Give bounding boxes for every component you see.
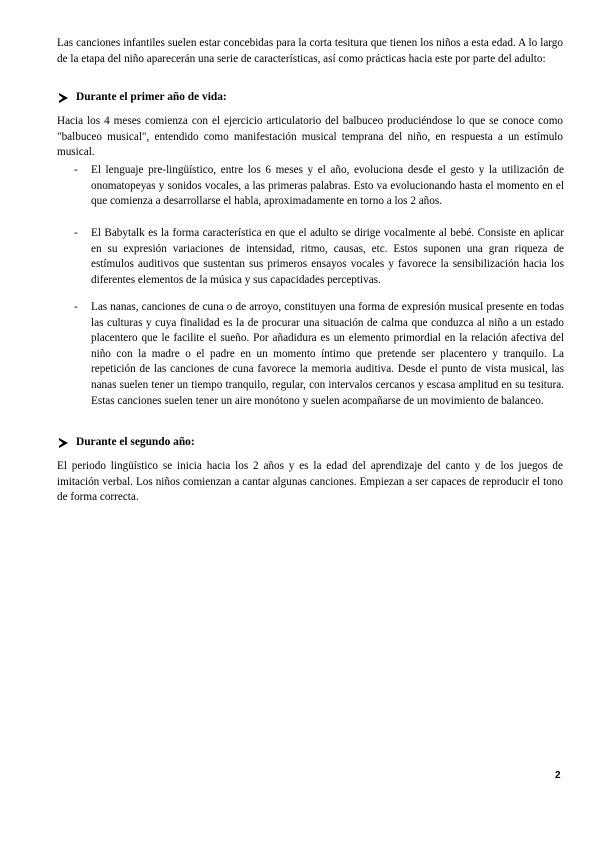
section-heading-second-year <box>57 435 195 450</box>
list-dash: - <box>74 164 78 176</box>
list-dash: - <box>74 301 78 313</box>
arrow-bullet-icon <box>59 438 68 448</box>
arrow-bullet-icon <box>59 93 68 103</box>
list-item: El lenguaje pre-lingüístico, entre los 6 meses y el año, evoluciona desde el gesto y la utilización de onomatopeyas y sonidos vocales, a las primeras palabras. Esto va evolucionando hasta el momento en el que comienza a desarrollarse el habla, aproximadamente en torno a los 2 años. <box>91 164 564 208</box>
first-year-paragraph: Hacia los 4 meses comienza con el ejercicio articulatorio del balbuceo produciéndose lo que se conoce como "balbuceo musical", entendido como manifestación musical temprana del niño, en respuesta a un estímulo musical. <box>57 115 563 159</box>
page-number: 2 <box>555 770 561 781</box>
intro-paragraph: Las canciones infantiles suelen estar concebidas para la corta tesitura que tienen los niños a esta edad. A lo largo de la etapa del niño aparecerán una serie de características, así como prácticas hacia este por parte del adulto: <box>57 37 563 65</box>
list-dash: - <box>74 227 78 239</box>
list-item: El Babytalk es la forma característica en que el adulto se dirige vocalmente al bebé. Consiste en aplicar en su expresión variaciones de intensidad, ritmo, causas, etc. Estos suponen una gran riqueza de estímulos auditivos que sustentan sus primeros ensayos vocales y favorece la sensibilización hacia los diferentes elementos de la música y sus capacidades perceptivas. <box>91 227 564 286</box>
list-item: Las nanas, canciones de cuna o de arroyo, constituyen una forma de expresión musical presente en todas las culturas y cuya finalidad es la de procurar una situación de calma que conduzca al niño a un estado placentero que le facilite el sueño. Por añadidura es un elemento primordial en la relación afectiva del niño con la madre o el padre en un momento íntimo que pretende ser placentero y tranquilo. La repetición de las canciones de cuna favorece la memoria auditiva. Desde el punto de vista musical, las nanas suelen tener un tiempo tranquilo, regular, con intervalos cercanos y escasa amplitud en su tesitura. Estas canciones suelen tener un aire monótono y suelen acompañarse de un movimiento de balanceo. <box>91 301 564 407</box>
section-heading-first-year <box>57 90 227 105</box>
section-heading-text: Durante el segundo año: <box>76 436 195 448</box>
second-year-paragraph: El periodo lingüístico se inicia hacia los 2 años y es la edad del aprendizaje del canto y de los juegos de imitación verbal. Los niños comienzan a cantar algunas canciones. Empiezan a ser capaces de reproducir el tono de forma correcta. <box>57 460 563 504</box>
section-heading-text: Durante el primer año de vida: <box>76 91 227 103</box>
